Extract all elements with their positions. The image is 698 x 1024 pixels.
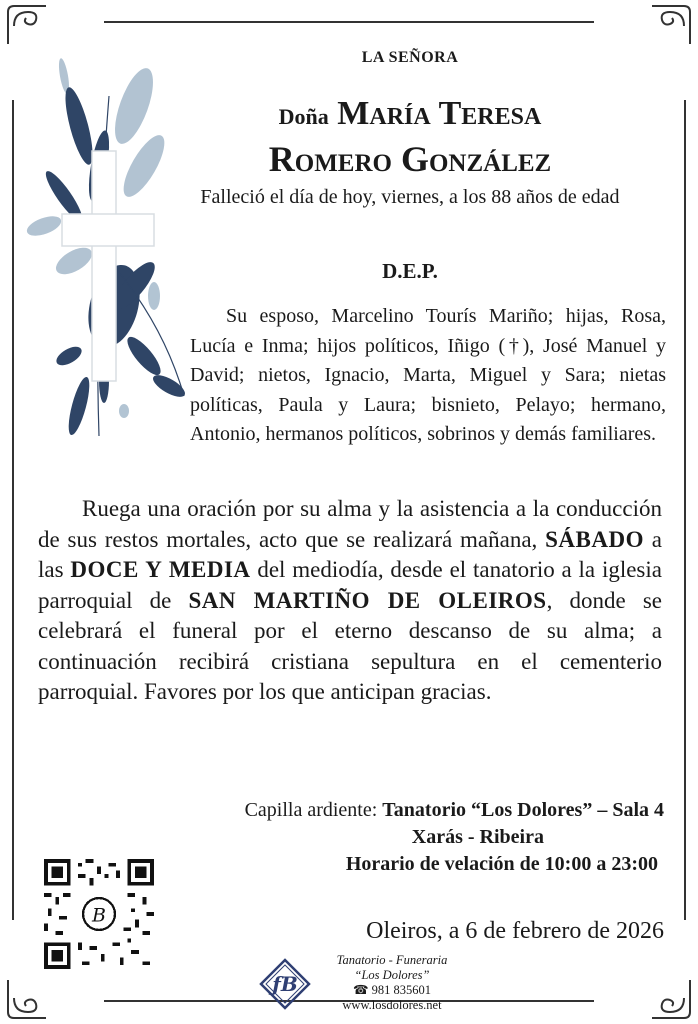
- honorific: Doña: [278, 104, 329, 129]
- funeral-home-line1: Tanatorio - Funeraria: [336, 953, 448, 967]
- chapel-place: Tanatorio “Los Dolores” – Sala 4: [382, 799, 664, 821]
- dep-heading: D.E.P.: [382, 259, 438, 283]
- svg-text:ƒB: ƒB: [272, 972, 298, 996]
- funeral-home-logo-icon: [258, 957, 312, 1011]
- cross-with-leaves-illustration: [24, 36, 194, 446]
- frame-right-line: [684, 100, 686, 920]
- svg-text:B: B: [92, 904, 106, 927]
- family-list: Su esposo, Marcelino Tourís Mariño; hijas, Rosa, Lucía e Inma; hijos políticos, Iñigo (†), José Manuel y David; nietos, Ignacio, Marta, Miguel y Sara; nietas políticas, Paula y Laura; bisnieto, Pelayo; hermano, Antonio, hermanos políticos, sobrinos y demás familiares.: [190, 305, 666, 445]
- day-highlight: SÁBADO: [545, 526, 644, 552]
- corner-ornament-bottom-left: [4, 976, 50, 1022]
- chapel-label: Capilla ardiente:: [244, 799, 383, 821]
- first-names: María Teresa: [337, 95, 542, 132]
- prayer-paragraph: [38, 494, 662, 708]
- deceased-name-line1: [200, 93, 620, 138]
- qr-code[interactable]: [44, 859, 154, 969]
- chapel-hours: Horario de velación de 10:00 a 23:00: [345, 853, 658, 875]
- prayer-part4: , donde se celebrará el funeral por el eterno descanso de su alma; a continuación recibirá cristiana sepultura en el cementerio parroquial. Favores por los que anticipan gracias.: [38, 587, 662, 704]
- prayer-part1: Ruega una oración por su alma y la asistencia a la conducción de sus restos mortales, acto que se realizará mañana,: [38, 496, 662, 552]
- chapel-info: [120, 797, 664, 878]
- phone-number[interactable]: ☎ 981 835601: [352, 983, 432, 997]
- title-prefix: LA SEÑORA: [361, 49, 459, 66]
- funeral-home-name: “Los Dolores”: [354, 968, 430, 982]
- chapel-location: Xarás - Ribeira: [411, 826, 544, 848]
- frame-left-line: [12, 100, 14, 920]
- funeral-home-info: [312, 953, 472, 1013]
- prayer-part2: a las: [38, 526, 662, 582]
- date-line: Oleiros, a 6 de febrero de 2026: [366, 918, 664, 944]
- time-highlight: DOCE Y MEDIA: [70, 557, 251, 582]
- prayer-part3: del mediodía, desde el tanatorio a la iglesia parroquial de: [38, 557, 662, 613]
- corner-ornament-top-right: [648, 2, 694, 48]
- deceased-name-line2: Romero González: [268, 139, 552, 179]
- church-highlight: SAN MARTIÑO DE OLEIROS: [188, 587, 547, 613]
- chapel-line1: [120, 797, 664, 824]
- website-link[interactable]: www.losdolores.net: [342, 998, 442, 1012]
- corner-ornament-bottom-right: [648, 976, 694, 1022]
- death-statement: Falleció el día de hoy, viernes, a los 88 años de edad: [200, 186, 620, 208]
- frame-top-line: [104, 21, 594, 23]
